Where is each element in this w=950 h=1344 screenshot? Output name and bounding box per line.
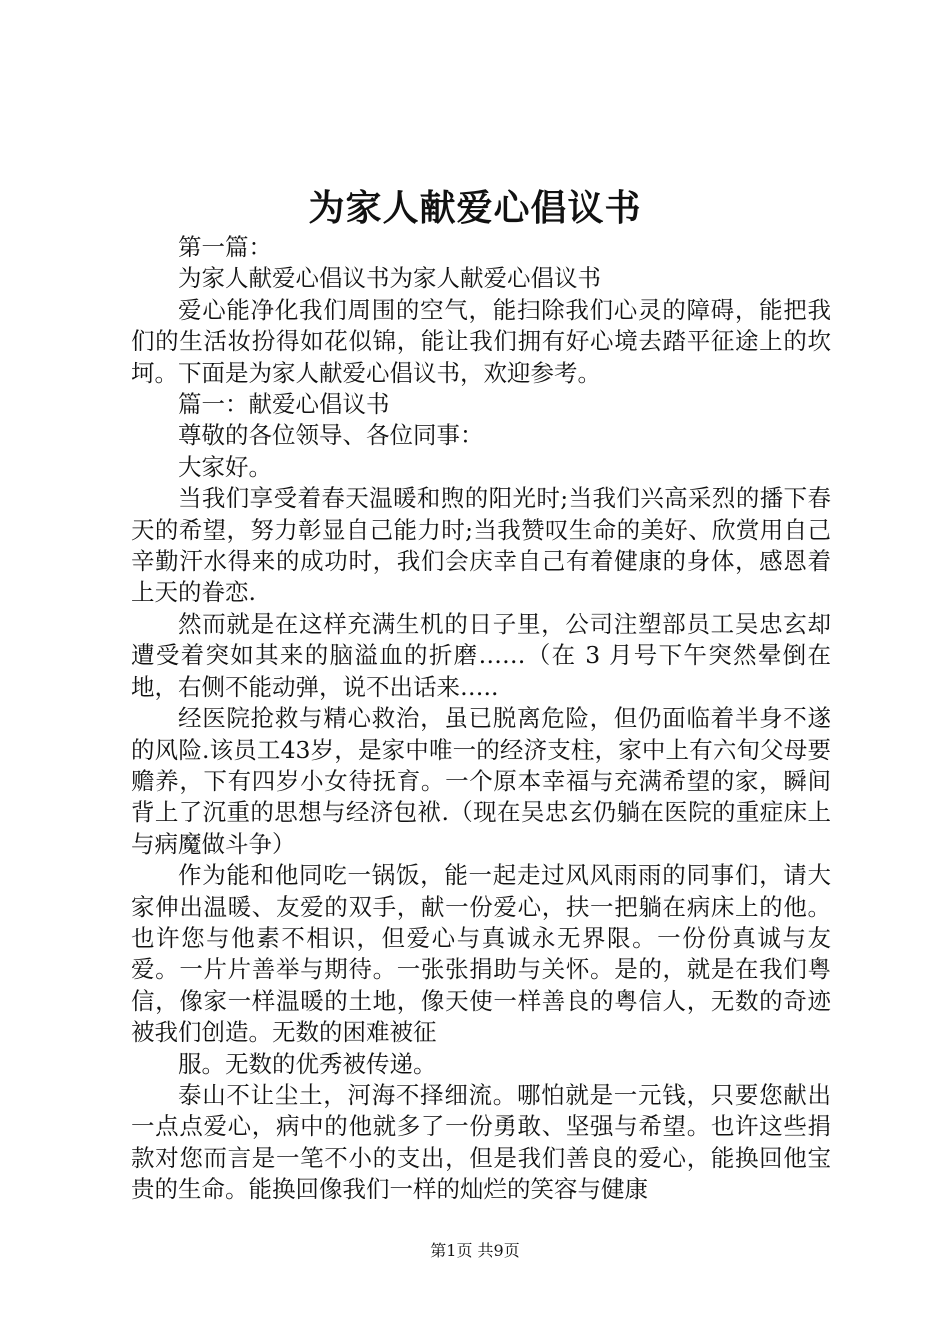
body-paragraph: 服。无数的优秀被传递。 xyxy=(178,1049,437,1078)
body-paragraph: 作为能和他同吃一锅饭，能一起走过风风雨雨的同事们，请大家伸出温暖、友爱的双手，献一份爱心，扶一把躺在病床上的他。也许您与他素不相识，但爱心与真诚永无界限。一份份真诚与友爱。一片片善举与期待。一张张捐助与关怀。是的，就是在我们粤信，像家一样温暖的土地，像天使一样善良的粤信人，无数的奇迹被我们创造。无数的困难被征 xyxy=(131,861,831,1047)
body-paragraph: 然而就是在这样充满生机的日子里，公司注塑部员工吴忠玄却遭受着突如其来的脑溢血的折磨……（在 3 月号下午突然晕倒在地，右侧不能动弹，说不出话来….. xyxy=(131,609,831,701)
heading-section-one: 篇一：献爱心倡议书 xyxy=(178,390,390,419)
subtitle-line: 为家人献爱心倡议书为家人献爱心倡议书 xyxy=(178,264,601,293)
salutation: 尊敬的各位领导、各位同事： xyxy=(178,421,484,450)
heading-part-one: 第一篇： xyxy=(178,233,272,261)
body-paragraph: 经医院抢救与精心救治，虽已脱离危险，但仍面临着半身不遂的风险.该员工43岁，是家中唯一的经济支柱，家中上有六旬父母要赡养，下有四岁小女待抚育。一个原本幸福与充满希望的家，瞬间背上了沉重的思想与经济包袱.（现在吴忠玄仍躺在医院的重症床上与病魔做斗争） xyxy=(131,704,831,858)
greeting: 大家好。 xyxy=(178,452,272,481)
body-paragraph: 泰山不让尘土，河海不择细流。哪怕就是一元钱，只要您献出一点点爱心，病中的他就多了一份勇敢、坚强与希望。也许这些捐款对您而言是一笔不小的支出，但是我们善良的爱心，能换回他宝贵的生命。能换回像我们一样的灿烂的笑容与健康 xyxy=(131,1080,831,1204)
intro-paragraph: 爱心能净化我们周围的空气，能扫除我们心灵的障碍，能把我们的生活妆扮得如花似锦，能让我们拥有好心境去踏平征途上的坎坷。下面是为家人献爱心倡议书，欢迎参考。 xyxy=(131,295,831,387)
document-title: 为家人献爱心倡议书 xyxy=(308,187,642,229)
page-number-footer: 第1页 共9页 xyxy=(430,1241,520,1260)
body-paragraph: 当我们享受着春天温暖和煦的阳光时;当我们兴高采烈的播下春天的希望，努力彰显自己能力时;当我赞叹生命的美好、欣赏用自己辛勤汗水得来的成功时，我们会庆幸自己有着健康的身体，感恩着上天的眷恋. xyxy=(131,484,831,607)
document-body xyxy=(131,232,831,1206)
